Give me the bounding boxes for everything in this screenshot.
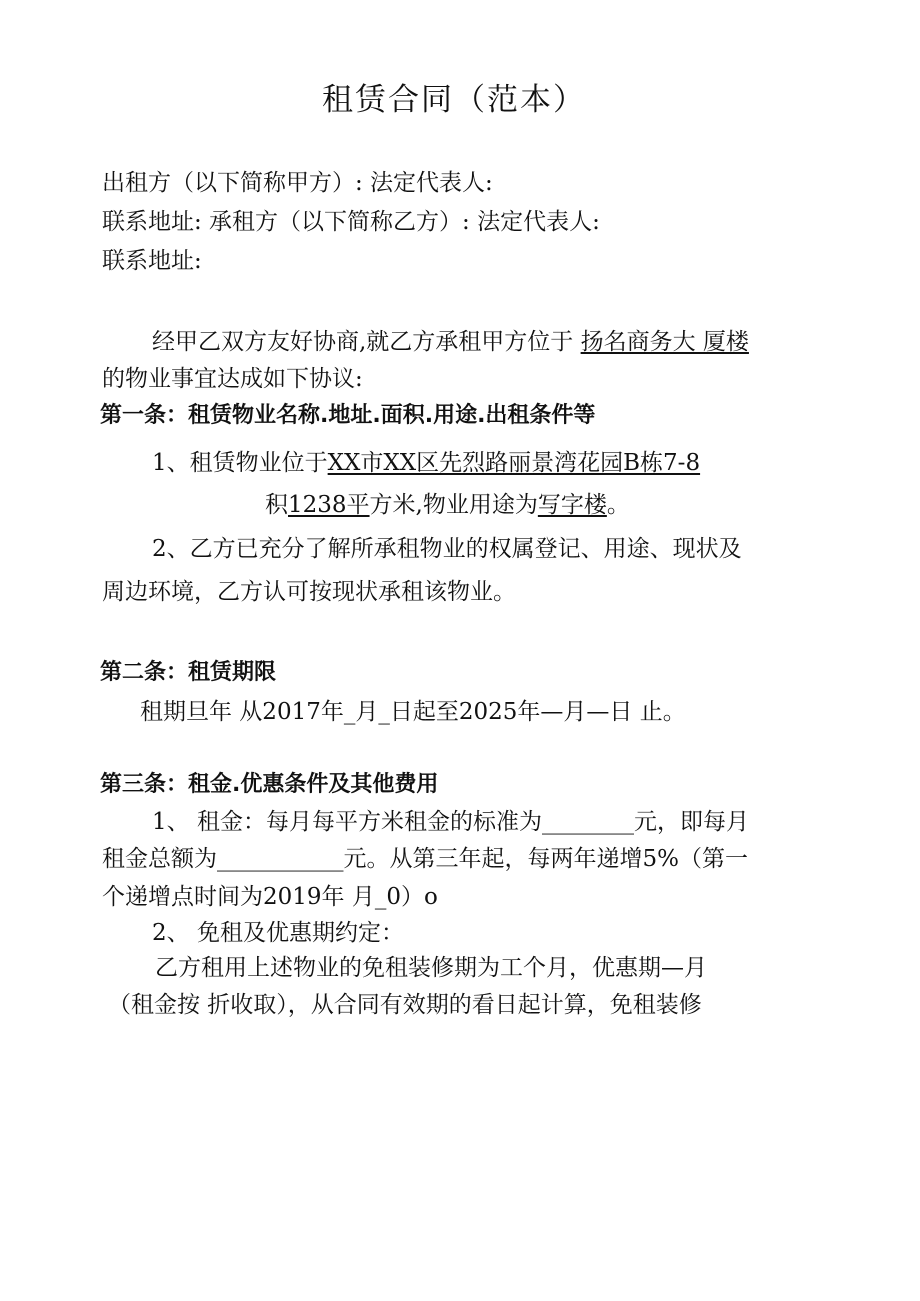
article-1-item-2-line-2: 周边环境，乙方认可按现状承租该物业。	[102, 579, 516, 605]
article-1-item-2-line-1: 2、乙方已充分了解所承租物业的权属登记、用途、现状及	[152, 536, 742, 562]
contact-address-line: 联系地址:	[102, 248, 202, 274]
article-1-heading: 第一条：租赁物业名称.地址.面积.用途.出租条件等	[100, 403, 596, 428]
article-3-item-1-line-1: 1、 租金：每月每平方米租金的标准为________元，即每月	[152, 809, 749, 835]
property-use: 写字楼	[537, 492, 607, 518]
lessor-line: 出租方（以下简称甲方）: 法定代表人:	[102, 170, 493, 196]
article-3-heading: 第三条：租金.优惠条件及其他费用	[100, 772, 439, 797]
area-prefix: 积	[265, 492, 288, 518]
intro-line-2: 的物业事宜达成如下协议:	[102, 366, 363, 392]
page-title: 租赁合同（范本）	[322, 82, 586, 118]
article-3-item-2-heading: 2、 免租及优惠期约定：	[152, 920, 404, 946]
article-3-item-2-line-1: 乙方租用上述物业的免租装修期为工个月，优惠期—月	[155, 955, 707, 981]
building-name: 扬名商务大 厦楼	[580, 329, 749, 355]
article-3-item-2-line-2: （租金按 折收取），从合同有效期的看日起计算，免租装修	[108, 992, 702, 1018]
item-1-prefix: 1、租赁物业位于	[152, 450, 328, 476]
use-text: 方米,物业用途为	[369, 492, 538, 518]
property-address: XX市XX区先烈路丽景湾花园B栋7-8	[327, 450, 701, 476]
article-2-text: 租期旦年 从2017年_月_日起至2025年—月—日 止。	[140, 699, 686, 725]
article-1-item-1	[152, 448, 700, 478]
article-3-item-1-line-3: 个递增点时间为2019年 月_0）o	[102, 884, 438, 910]
period: 。	[606, 492, 630, 518]
intro-line-1	[152, 327, 749, 357]
contact-lessee-line: 联系地址: 承租方（以下简称乙方）: 法定代表人:	[102, 209, 600, 235]
article-1-item-1b	[265, 490, 630, 520]
property-area: 1238平	[288, 492, 370, 518]
article-2-heading: 第二条：租赁期限	[100, 660, 277, 685]
article-3-item-1-line-2: 租金总额为___________元。从第三年起，每两年递增5%（第一	[102, 846, 748, 872]
intro-text: 经甲乙双方友好协商,就乙方承租甲方位于	[152, 329, 581, 355]
